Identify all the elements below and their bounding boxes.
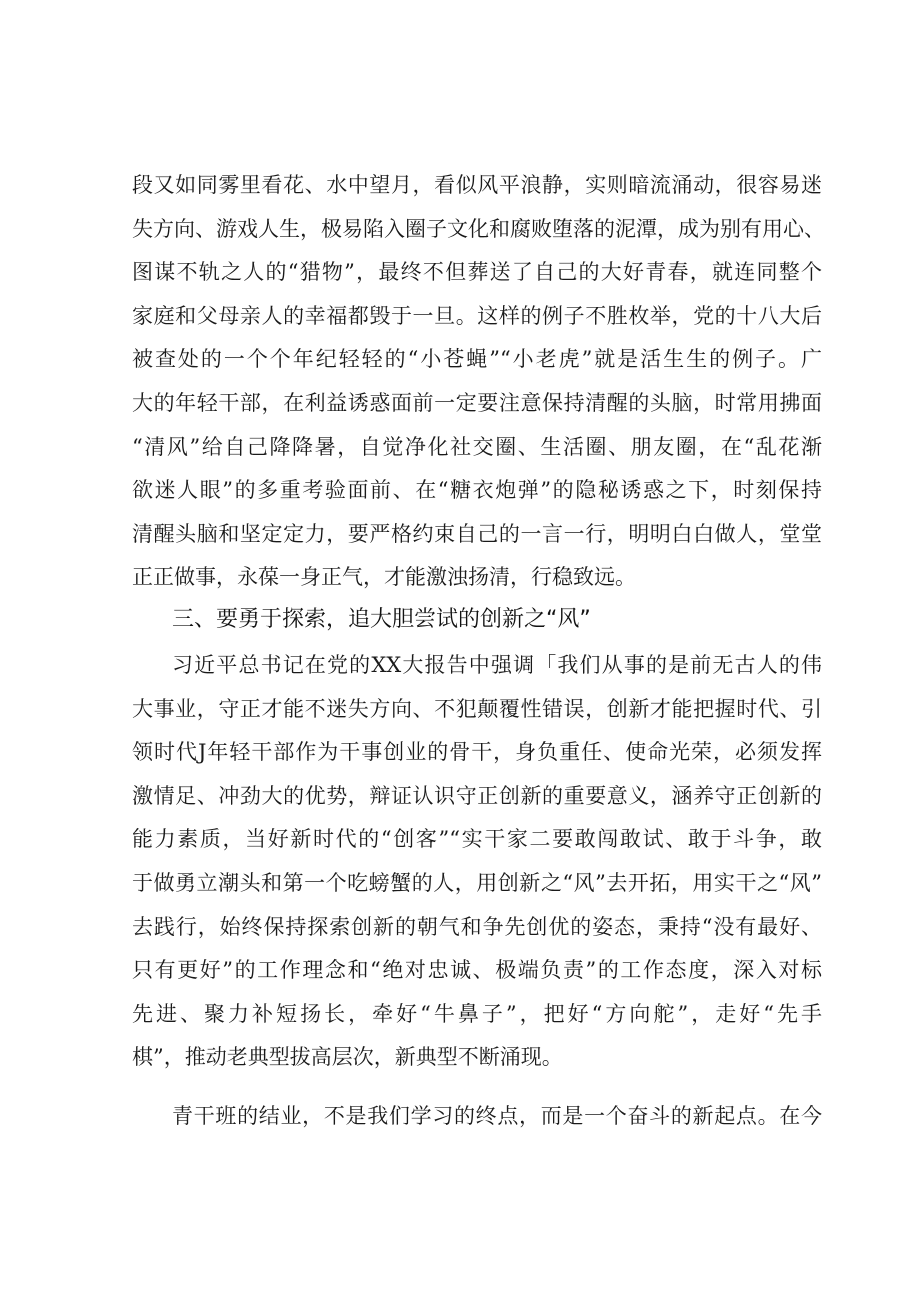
text-line: 清醒头脑和坚定定力，要严格约束自己的一言一行，明明白白做人，堂堂 xyxy=(132,522,822,546)
text-line: 失方向、游戏人生，极易陷入圈子文化和腐败堕落的泥潭，成为别有用心、 xyxy=(132,217,825,241)
text-line: 激情足、冲劲大的优势，辩证认识守正创新的重要意义，涵养守正创新的 xyxy=(132,784,822,808)
section-heading: 三、要勇于探索，追大胆尝试的创新之“风” xyxy=(172,607,591,632)
text-line: 先进、聚力补短扬长，牵好“牛鼻子”，把好“方向舵”，走好“先手 xyxy=(132,1002,822,1026)
text-line: 能力素质，当好新时代的“创客”“实干家二要敢闯敢试、敢于斗争，敢 xyxy=(132,827,822,851)
text-line: 被查处的一个个年纪轻轻的“小苍蝇”“小老虎”就是活生生的例子。广 xyxy=(132,347,822,371)
text-line: 图谋不轨之人的“猎物”，最终不但葬送了自己的大好青春，就连同整个 xyxy=(132,260,822,284)
text-line: 于做勇立潮头和第一个吃螃蟹的人，用创新之“风”去开拓，用实干之“风” xyxy=(132,871,822,895)
text-line: 家庭和父母亲人的幸福都毁于一旦。这样的例子不胜枚举，党的十八大后 xyxy=(132,304,822,328)
text-line: 去践行，始终保持探索创新的朝气和争先创优的姿态，秉持“没有最好、 xyxy=(132,915,822,939)
text-line: 只有更好”的工作理念和“绝对忠诚、极端负责”的工作态度，深入对标 xyxy=(132,958,822,982)
text-line: “清风”给自己降降暑，自觉净化社交圈、生活圈、朋友圈，在“乱花渐 xyxy=(132,435,822,459)
text-line: 欲迷人眼”的多重考验面前、在“糖衣炮弹”的隐秘诱惑之下，时刻保持 xyxy=(132,478,822,502)
text-line: 青干班的结业，不是我们学习的终点，而是一个奋斗的新起点。在今 xyxy=(172,1104,822,1128)
text-line: 领时代J年轻干部作为干事创业的骨干，身负重任、使命光荣，必须发挥 xyxy=(132,740,822,764)
text-line: 大的年轻干部，在利益诱惑面前一定要注意保持清醒的头脑，时常用拂面 xyxy=(132,391,822,415)
text-line: 习近平总书记在党的XX大报告中强调「我们从事的是前无古人的伟 xyxy=(172,653,822,677)
text-line: 棋”，推动老典型拔高层次，新典型不断涌现。 xyxy=(132,1045,563,1069)
text-line: 段又如同雾里看花、水中望月，看似风平浪静，实则暗流涌动，很容易迷 xyxy=(132,173,822,197)
text-line: 大事业，守正才能不迷失方向、不犯颠覆性错误，创新才能把握时代、引 xyxy=(132,697,822,721)
text-line: 正正做事，永葆一身正气，才能激浊扬清，行稳致远。 xyxy=(132,565,636,589)
